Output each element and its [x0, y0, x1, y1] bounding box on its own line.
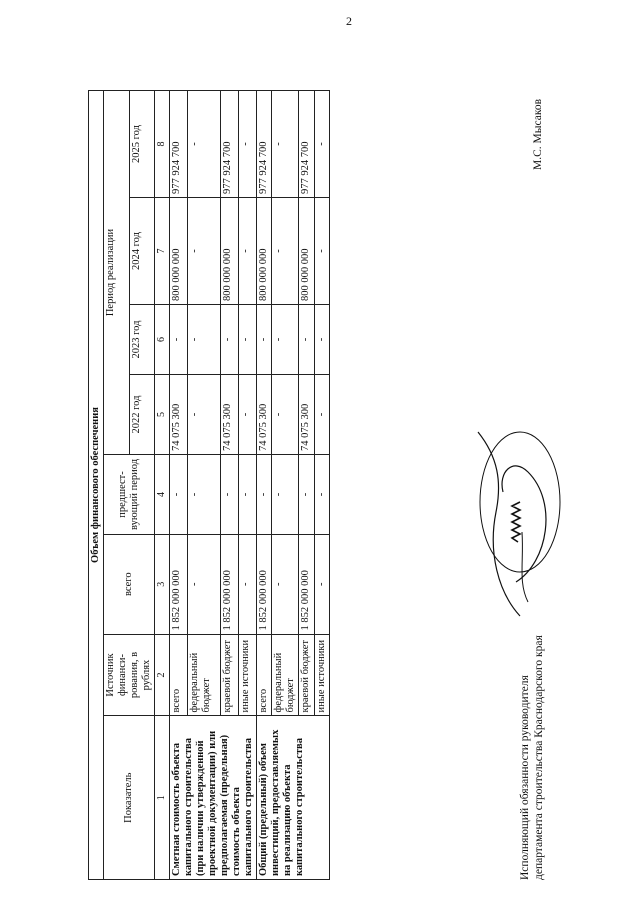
header-indicator: Показатель [104, 716, 155, 880]
y2022-cell: - [239, 375, 257, 455]
total-cell: 1 852 000 000 [169, 534, 187, 634]
source-cell: федеральный бюджет [188, 634, 221, 716]
financing-table [88, 90, 330, 880]
source-cell: всего [169, 634, 187, 716]
col-num: 5 [155, 375, 170, 455]
source-cell: иные источники [239, 634, 257, 716]
y2025-cell: 977 924 700 [220, 91, 238, 198]
group1-label: Сметная стоимость объекта капитального строительства (при наличии утвержденной проектной документации) или предполагаемая (предельная) стоимость объекта капитального строительства [169, 716, 256, 880]
y2025-cell: - [188, 91, 221, 198]
total-cell: - [272, 534, 299, 634]
y2025-cell: 977 924 700 [257, 91, 272, 198]
y2024-cell: - [239, 198, 257, 305]
position-line-1: Исполняющий обязанности руководителя [519, 675, 531, 880]
y2025-cell: - [272, 91, 299, 198]
y2025-cell: - [314, 91, 329, 198]
previous-cell: - [257, 455, 272, 535]
source-cell: краевой бюджет [299, 634, 314, 716]
y2022-cell: - [314, 375, 329, 455]
y2024-cell: 800 000 000 [299, 198, 314, 305]
total-cell: 1 852 000 000 [299, 534, 314, 634]
group2-label: Общий (предельный) объем инвестиций, предоставляемых на реализацию объекта капитального строительства [257, 716, 329, 880]
y2022-cell: 74 075 300 [220, 375, 238, 455]
y2023-cell: - [188, 305, 221, 375]
source-cell: иные источники [314, 634, 329, 716]
y2022-cell: - [188, 375, 221, 455]
group-header: Объем финансового обеспечения [89, 91, 104, 880]
y2024-cell: - [272, 198, 299, 305]
source-cell: всего [257, 634, 272, 716]
previous-cell: - [169, 455, 187, 535]
y2022-cell: 74 075 300 [257, 375, 272, 455]
y2025-cell: - [239, 91, 257, 198]
y2023-cell: - [272, 305, 299, 375]
y2023-cell: - [169, 305, 187, 375]
y2025-cell: 977 924 700 [169, 91, 187, 198]
total-cell: - [239, 534, 257, 634]
y2022-cell: - [272, 375, 299, 455]
col-num: 6 [155, 305, 170, 375]
y2024-cell: 800 000 000 [257, 198, 272, 305]
column-numbers-row [155, 91, 170, 880]
col-num: 4 [155, 455, 170, 535]
total-cell: 1 852 000 000 [220, 534, 238, 634]
header-year-2024: 2024 год [129, 198, 155, 305]
header-total: всего [104, 534, 155, 634]
y2023-cell: - [314, 305, 329, 375]
y2024-cell: - [314, 198, 329, 305]
y2023-cell: - [220, 305, 238, 375]
total-cell: 1 852 000 000 [257, 534, 272, 634]
y2023-cell: - [257, 305, 272, 375]
y2023-cell: - [299, 305, 314, 375]
table-row [257, 91, 272, 880]
header-year-2022: 2022 год [129, 375, 155, 455]
signature-position [518, 635, 547, 880]
previous-cell: - [272, 455, 299, 535]
y2024-cell: 800 000 000 [220, 198, 238, 305]
header-previous: предшест-вующий период [104, 455, 155, 535]
col-num: 3 [155, 534, 170, 634]
total-cell: - [188, 534, 221, 634]
col-num: 7 [155, 198, 170, 305]
header-year-2023: 2023 год [129, 305, 155, 375]
y2022-cell: 74 075 300 [169, 375, 187, 455]
previous-cell: - [299, 455, 314, 535]
handwritten-signature [458, 422, 568, 622]
page-number: 2 [346, 14, 352, 28]
header-period: Период реализации [104, 91, 130, 455]
col-num: 1 [155, 716, 170, 880]
y2025-cell: 977 924 700 [299, 91, 314, 198]
y2024-cell: - [188, 198, 221, 305]
y2024-cell: 800 000 000 [169, 198, 187, 305]
table-row [169, 91, 187, 880]
signer-name: М.С. Мысаков [532, 98, 544, 170]
y2022-cell: 74 075 300 [299, 375, 314, 455]
previous-cell: - [239, 455, 257, 535]
col-num: 2 [155, 634, 170, 716]
previous-cell: - [188, 455, 221, 535]
rotated-sheet [78, 90, 578, 880]
position-line-2: департамента строительства Краснодарского края [533, 635, 546, 880]
source-cell: краевой бюджет [220, 634, 238, 716]
source-cell: федеральный бюджет [272, 634, 299, 716]
y2023-cell: - [239, 305, 257, 375]
total-cell: - [314, 534, 329, 634]
header-source: Источник финанси-рования, в рублях [104, 634, 155, 716]
previous-cell: - [220, 455, 238, 535]
previous-cell: - [314, 455, 329, 535]
header-year-2025: 2025 год [129, 91, 155, 198]
col-num: 8 [155, 91, 170, 198]
